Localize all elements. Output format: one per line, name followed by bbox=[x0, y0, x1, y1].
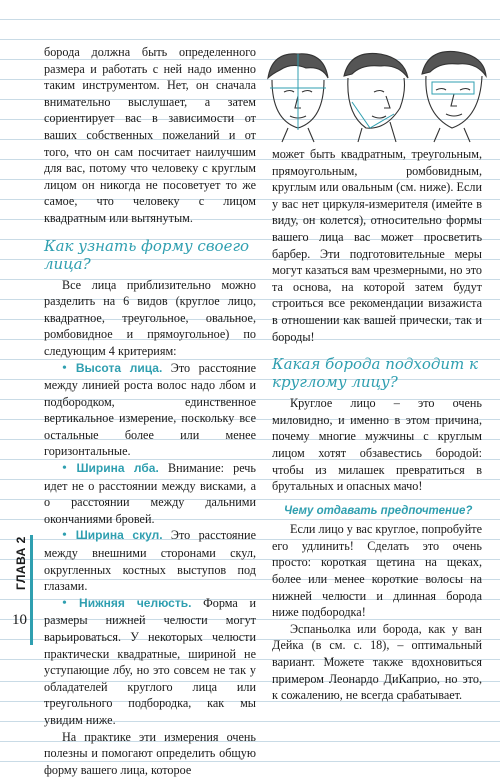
continuation-paragraph: может быть квадратным, треугольным, прямоугольным, ромбовидным, круглым или овальным (см. ниже). Если у вас нет циркуля-измерителя (имейте в виду, он колется), относительно формы вашего лица вас может просветить барбер. Эти подготовительные меры могут казаться вам чрезмерными, но это та основа, на которой затем будут строиться все рекомендации визажиста в отношении как вашей прически, так и бороды! bbox=[272, 147, 482, 344]
closing-paragraph: На практике эти измерения очень полезны и помогают определить общую форму вашего лица, которое bbox=[44, 729, 256, 777]
brow-measure-lines bbox=[432, 82, 474, 94]
angled-face-drawing bbox=[344, 53, 408, 142]
page-number: 10 bbox=[12, 612, 27, 628]
section-heading-round-face: Какая борода подходит к круглому лицу? bbox=[272, 355, 478, 392]
face-measurement-illustration bbox=[262, 48, 490, 144]
criterion-forehead: • Ширина лба. Внимание: речь идет не о расстоянии между висками, а о расстоянии между дальними окончаниями бровей. bbox=[44, 461, 256, 526]
criteria-intro: Все лица приблизительно можно разделить на 6 видов (круглое лицо, квадратное, треугольное, овальное, ромбовидное и прямоугольное) по следующим 4 критериям: bbox=[44, 277, 256, 358]
bullet-icon: • bbox=[62, 595, 80, 611]
chapter-marker-bar bbox=[30, 535, 33, 645]
goatee-paragraph: Эспаньолка или борода, как у ван Дейка (в см. с. 18), – оптимальный вариант. Можете также вдохновиться примером Леонардо ДиКаприо, но это, к сожалению, не всегда срабатывает. bbox=[272, 621, 482, 703]
profile-face-drawing bbox=[422, 51, 486, 142]
bullet-icon: • bbox=[62, 528, 76, 544]
chapter-label: ГЛАВА 2 bbox=[14, 536, 28, 590]
bullet-icon: • bbox=[62, 461, 77, 477]
right-column bbox=[272, 146, 482, 704]
round-face-paragraph: Круглое лицо – это очень миловидно, и именно в этом причина, почему многие мужчины с круглым лицом хотят обзавестись бородой: чтобы из милашек превратиться в брутальных и опасных мачо! bbox=[272, 396, 482, 494]
section-heading-face-shape: Как узнать форму своего лица? bbox=[44, 236, 250, 273]
left-column bbox=[44, 44, 256, 778]
intro-paragraph: борода должна быть определенного размера и работать с ней надо именно таким инструментом. Нет, он сначала внимательно выслушает, а затем сориентирует вас в зависимости от ваших собственных пожеланий и от того, что он сам посчитает наилучшим для вас, потому что человеку с круглым лицом он никогда не посоветует то же самое, что человеку с лицом квадратным или вытянутым. bbox=[44, 45, 256, 225]
criterion-height: • Высота лица. Это расстояние между линией роста волос надо лбом и подбородком, единственное вертикальное измерение, поскольку все остальные более или менее горизонтальные. bbox=[44, 360, 256, 459]
criterion-cheekbones: • Ширина скул. Это расстояние между внешними сторонами скул, округленных костных выступов под глазами. bbox=[44, 528, 256, 594]
subheading-preference: Чему отдавать предпочтение? bbox=[284, 504, 473, 517]
advice-paragraph: Если лицо у вас круглое, попробуйте его удлинить! Сделать это очень просто: короткая щетина на щеках, более или менее короткие волосы на нижней челюсти и длинная борода ниже подбородка! bbox=[272, 522, 482, 620]
criterion-jaw: • Нижняя челюсть. Форма и размеры нижней челюсти могут варьироваться. У некоторых челюсти практически квадратные, шириной не уступающие лбу, но это совсем не так у обладателей круглого лица или треугольного подбородка, как мы увидим ниже. bbox=[44, 595, 256, 727]
jaw-measure-lines bbox=[352, 102, 394, 128]
bullet-icon: • bbox=[62, 360, 76, 376]
